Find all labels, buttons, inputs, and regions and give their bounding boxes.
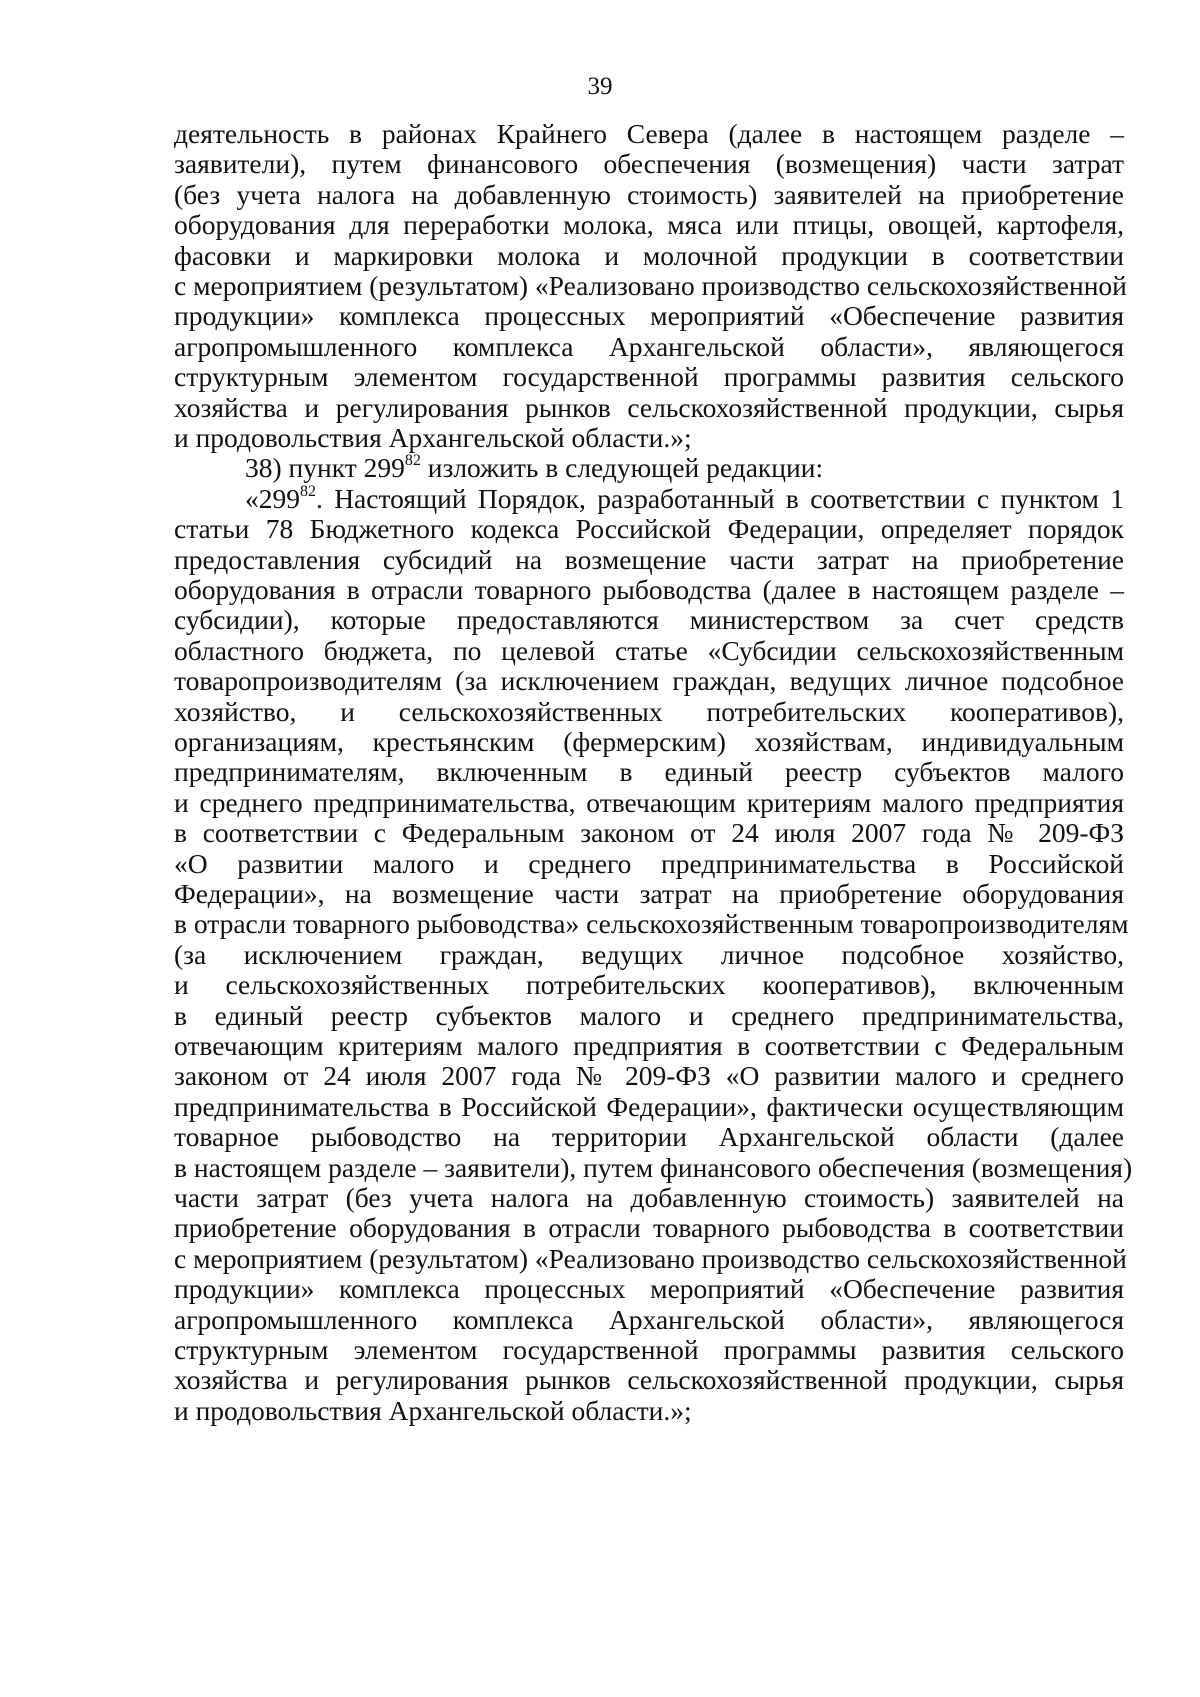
text-line: отвечающим критериям малого предприятия в соответствии с Федеральным (174, 1030, 1124, 1061)
text-line: структурным элементом государственной программы развития сельского (174, 361, 1124, 393)
text-line: хозяйство, и сельскохозяйственных потребительских кооперативов), (174, 695, 1124, 727)
text-line: в отрасли товарного рыбоводства» сельскохозяйственным товаропроизводителям (174, 908, 1129, 940)
text-line: предпринимательства в Российской Федерации», фактически осуществляющим (174, 1090, 1124, 1122)
text-line: (за исключением граждан, ведущих личное подсобное хозяйство, (174, 938, 1124, 970)
text-line: фасовки и маркировки молока и молочной продукции в соответствии (174, 239, 1124, 271)
paragraph-38-text: 38) пункт 299 (245, 452, 405, 484)
text-line: и продовольствия Архангельской области.»; (174, 1394, 692, 1426)
paragraph-38-text-end: изложить в следующей редакции: (420, 452, 824, 484)
text-line: в настоящем разделе – заявители), путем финансового обеспечения (возмещения) (174, 1151, 1133, 1183)
paragraph-299-start-superscript: 82 (300, 482, 316, 500)
text-line: и среднего предпринимательства, отвечающим критериям малого предприятия (174, 786, 1124, 818)
text-line: в соответствии с Федеральным законом от 24 июля 2007 года № 209-ФЗ (174, 817, 1124, 849)
text-line: в единый реестр субъектов малого и среднего предпринимательства, (174, 999, 1124, 1031)
text-line: части затрат (без учета налога на добавленную стоимость) заявителей на (174, 1182, 1124, 1213)
text-line: хозяйства и регулирования рынков сельскохозяйственной продукции, сырья (174, 1364, 1124, 1396)
text-line: агропромышленного комплекса Архангельской области», являющегося (174, 330, 1124, 362)
paragraph-38-superscript: 82 (404, 452, 421, 470)
text-line: оборудования для переработки молока, мяса или птицы, овощей, картофеля, (174, 209, 1124, 241)
text-line: с мероприятием (результатом) «Реализовано производство сельскохозяйственной (174, 1242, 1127, 1274)
text-line: с мероприятием (результатом) «Реализовано производство сельскохозяйственной (174, 270, 1127, 301)
text-line: продукции» комплекса процессных мероприятий «Обеспечение развития (174, 300, 1124, 332)
text-line: предоставления субсидий на возмещение части затрат на приобретение (174, 543, 1124, 575)
text-line: областного бюджета, по целевой статье «Субсидии сельскохозяйственным (174, 634, 1124, 666)
text-line: товарное рыбоводство на территории Архангельской области (далее (174, 1121, 1124, 1153)
text-line: приобретение оборудования в отрасли товарного рыбоводства в соответствии (174, 1212, 1124, 1244)
text-line: законом от 24 июля 2007 года № 209-ФЗ «О развитии малого и среднего (174, 1060, 1124, 1092)
paragraph-38 (245, 452, 1124, 484)
text-line: деятельность в районах Крайнего Севера (далее в настоящем разделе – (174, 118, 1124, 149)
text-line: Федерации», на возмещение части затрат на приобретение оборудования (174, 878, 1124, 909)
text-line: заявители), путем финансового обеспечения (возмещения) части затрат (174, 148, 1124, 180)
paragraph-299-start (245, 483, 1124, 515)
text-line: (без учета налога на добавленную стоимость) заявителей на приобретение (174, 178, 1124, 210)
text-line: агропромышленного комплекса Архангельской области», являющегося (174, 1303, 1124, 1335)
text-line: хозяйства и регулирования рынков сельскохозяйственной продукции, сырья (174, 391, 1124, 423)
text-line: товаропроизводителям (за исключением граждан, ведущих личное подсобное (174, 665, 1124, 697)
text-line: и продовольствия Архангельской области.»; (174, 422, 692, 453)
paragraph-299-start-text: «299 (245, 482, 300, 514)
text-line: продукции» комплекса процессных мероприятий «Обеспечение развития (174, 1273, 1124, 1305)
paragraph-299-start-text-end: . Настоящий Порядок, разработанный в соответствии с пунктом 1 (316, 482, 1124, 514)
page-number: 39 (587, 73, 613, 100)
text-line: и сельскохозяйственных потребительских кооперативов), включенным (174, 969, 1124, 1001)
text-line: субсидии), которые предоставляются министерством за счет средств (174, 604, 1124, 636)
text-line: «О развитии малого и среднего предпринимательства в Российской (174, 847, 1124, 879)
text-line: оборудования в отрасли товарного рыбоводства (далее в настоящем разделе – (174, 574, 1124, 605)
text-line: структурным элементом государственной программы развития сельского (174, 1334, 1124, 1365)
text-line: статьи 78 Бюджетного кодекса Российской Федерации, определяет порядок (174, 513, 1124, 545)
text-line: организациям, крестьянским (фермерским) хозяйствам, индивидуальным (174, 726, 1124, 757)
text-line: предпринимателям, включенным в единый реестр субъектов малого (174, 756, 1124, 788)
